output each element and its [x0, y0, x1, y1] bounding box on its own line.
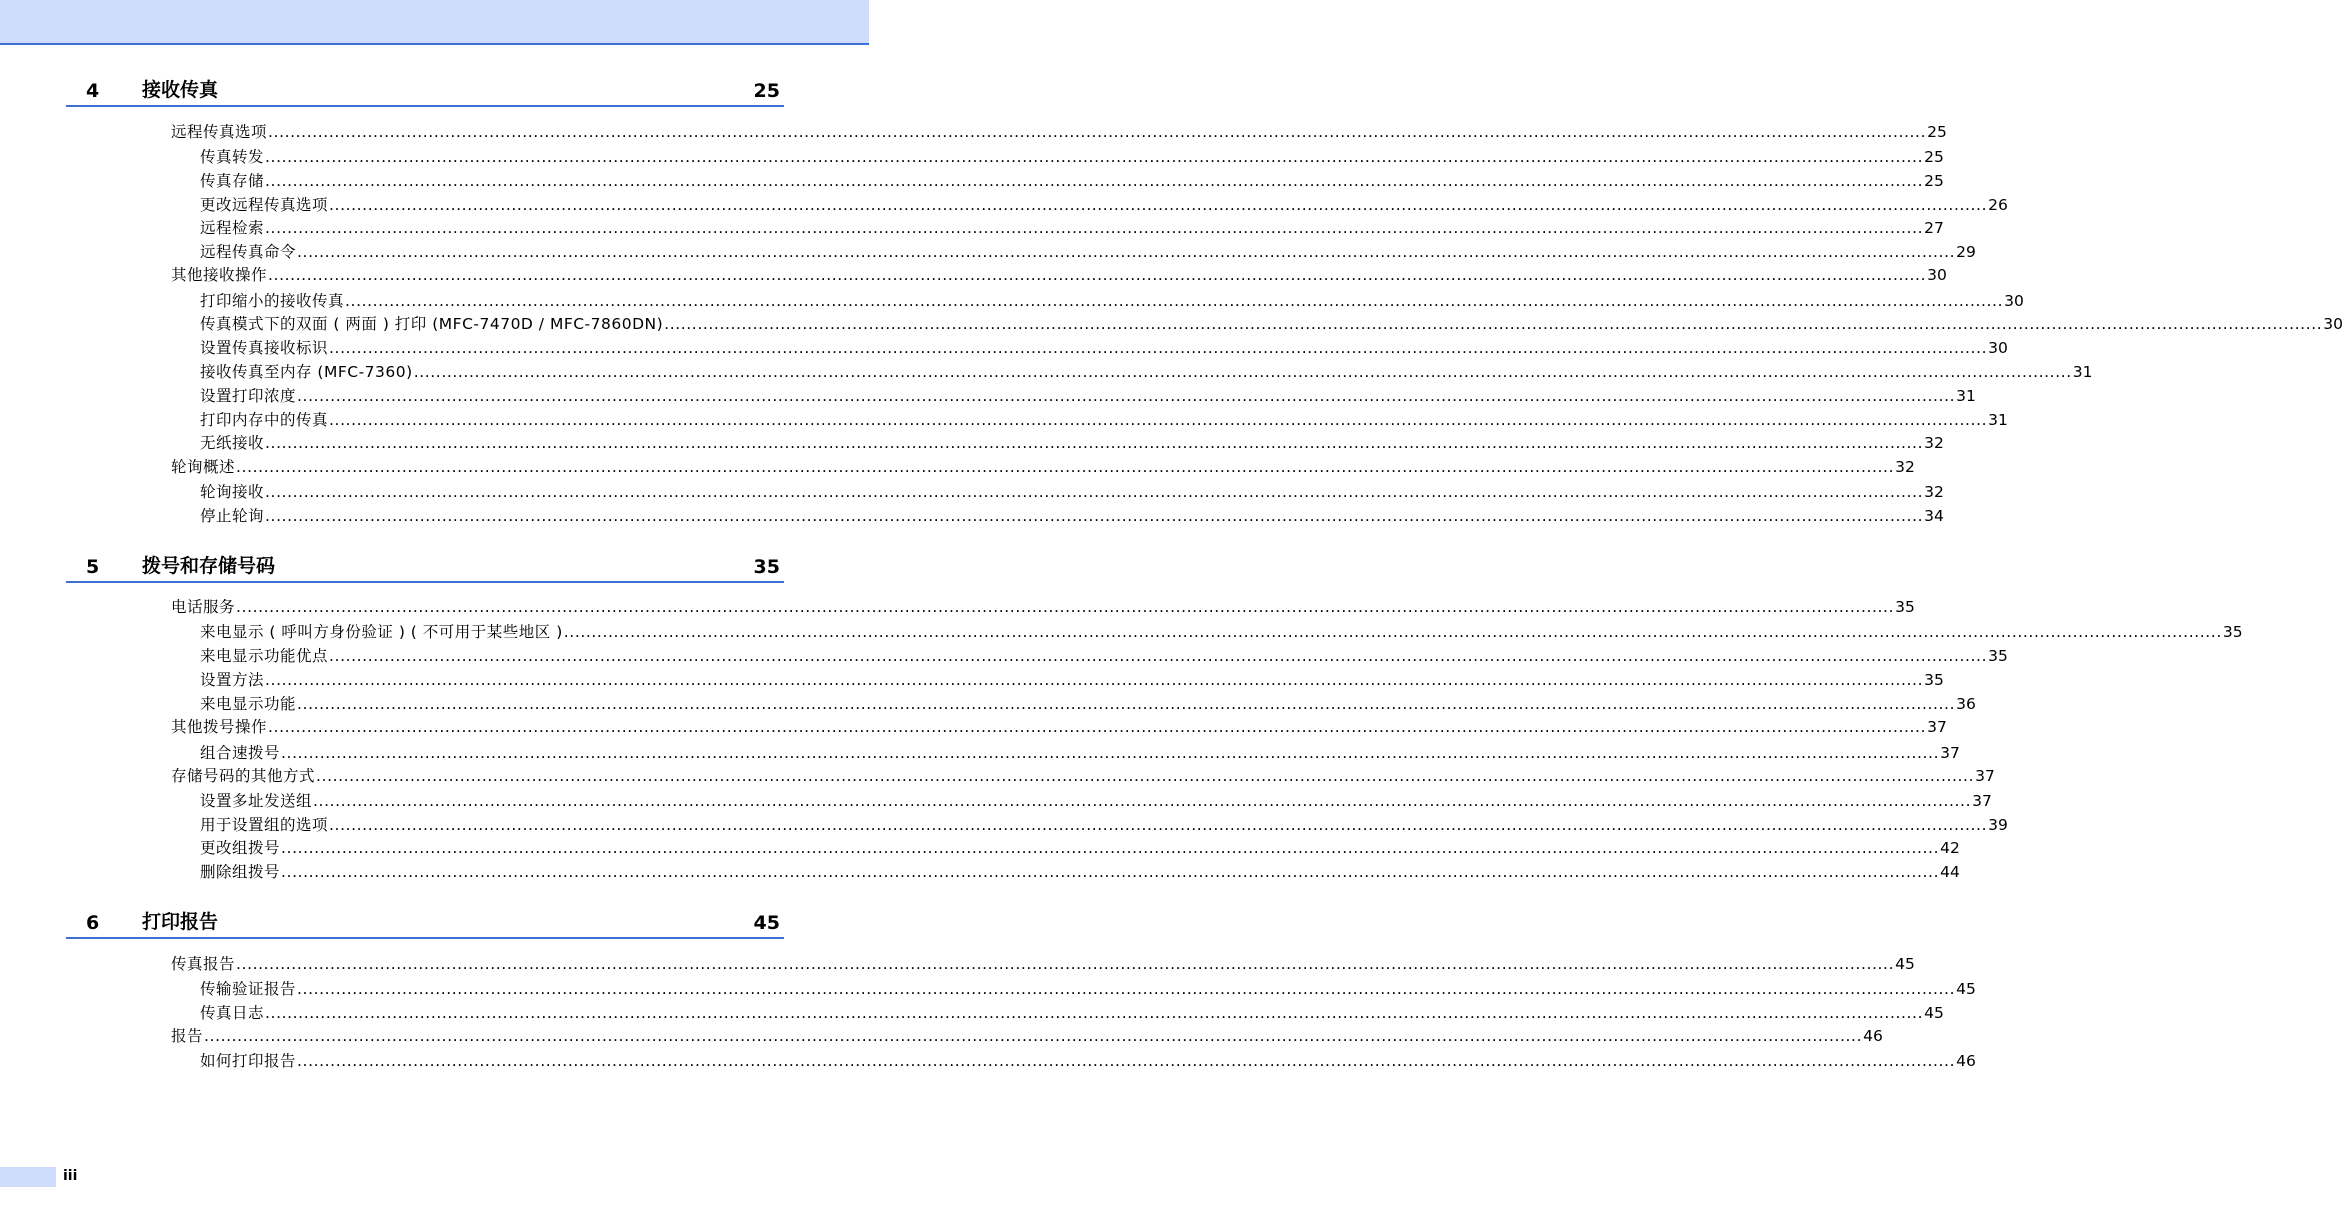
toc-entry[interactable] [200, 408, 2008, 430]
toc-entry[interactable] [200, 620, 2243, 642]
toc-entry-text: 传输验证报告 [200, 980, 297, 998]
toc-entry-page: 30 [2323, 315, 2343, 333]
chapter-page: 35 [753, 556, 780, 578]
toc-entry[interactable] [200, 145, 1944, 167]
toc-entry-text: 其他拨号操作 [171, 718, 268, 736]
toc-leader-dots: ............................................................................................................................................................................................................................................................................................................ [236, 458, 1895, 476]
toc-entry-text: 设置打印浓度 [200, 387, 297, 405]
toc-entry[interactable] [200, 240, 1976, 262]
toc-entry-text: 接收传真至内存 (MFC-7360) [200, 363, 413, 381]
toc-entry[interactable] [200, 312, 2343, 334]
toc-entry-text: 无纸接收 [200, 434, 265, 452]
toc-entry-page: 45 [1924, 1004, 1944, 1022]
toc-entry-page: 35 [1924, 671, 1944, 689]
toc-leader-dots: ............................................................................................................................................................................................................................................................................................................ [268, 718, 1927, 736]
toc-entry-text: 打印内存中的传真 [200, 411, 329, 429]
toc-leader-dots: ............................................................................................................................................................................................................................................................................................................ [316, 767, 1975, 785]
chapter-number: 4 [86, 80, 100, 102]
toc-entry[interactable] [200, 813, 2008, 835]
toc-entry-text: 传真存储 [200, 172, 265, 190]
toc-entry-page: 25 [1924, 172, 1944, 190]
toc-entry-text: 设置方法 [200, 671, 265, 689]
toc-entry-page: 37 [1927, 718, 1947, 736]
toc-entry-text: 其他接收操作 [171, 266, 268, 284]
toc-entry-text: 远程检索 [200, 219, 265, 237]
chapter-title: 拨号和存储号码 [142, 555, 276, 577]
toc-entry-page: 46 [1956, 1052, 1976, 1070]
toc-entry[interactable] [200, 1001, 1944, 1023]
toc-entry-page: 31 [2072, 363, 2093, 381]
toc-entry-page: 30 [1927, 266, 1947, 284]
toc-entry-text: 如何打印报告 [200, 1052, 297, 1070]
toc-entry-text: 设置传真接收标识 [200, 339, 329, 357]
toc-leader-dots: ............................................................................................................................................................................................................................................................................................................ [204, 1027, 1863, 1045]
toc-leader-dots: ............................................................................................................................................................................................................................................................................................................ [265, 219, 1924, 237]
toc-leader-dots: ............................................................................................................................................................................................................................................................................................................ [329, 196, 1988, 214]
toc-entry-page: 26 [1988, 196, 2008, 214]
toc-entry[interactable] [200, 289, 2024, 311]
toc-entry-page: 32 [1895, 458, 1915, 476]
toc-entry-text: 轮询接收 [200, 483, 265, 501]
toc-leader-dots: ............................................................................................................................................................................................................................................................................................................ [236, 598, 1895, 616]
toc-entry[interactable] [200, 668, 1944, 690]
toc-entry-text: 更改远程传真选项 [200, 196, 329, 214]
chapter-number: 6 [86, 912, 100, 934]
toc-leader-dots: ............................................................................................................................................................................................................................................................................................................ [329, 339, 1988, 357]
toc-entry[interactable] [200, 644, 2008, 666]
toc-entry-text: 停止轮询 [200, 507, 265, 525]
chapter-title: 打印报告 [142, 911, 219, 933]
toc-leader-dots: ............................................................................................................................................................................................................................................................................................................ [297, 243, 1956, 261]
toc-entry-page: 35 [2222, 623, 2243, 641]
chapter-page: 45 [753, 912, 780, 934]
toc-leader-dots: ............................................................................................................................................................................................................................................................................................................ [413, 363, 2072, 381]
toc-entry-page: 39 [1988, 816, 2008, 834]
toc-entry-text: 用于设置组的选项 [200, 816, 329, 834]
toc-entry-page: 44 [1940, 863, 1960, 881]
toc-leader-dots: ............................................................................................................................................................................................................................................................................................................ [297, 387, 1956, 405]
toc-entry[interactable] [171, 764, 1995, 786]
toc-entry-page: 29 [1956, 243, 1976, 261]
toc-entry-page: 42 [1940, 839, 1960, 857]
toc-leader-dots: ............................................................................................................................................................................................................................................................................................................ [236, 955, 1895, 973]
toc-leader-dots: ............................................................................................................................................................................................................................................................................................................ [281, 744, 1940, 762]
toc-entry-page: 30 [2004, 292, 2024, 310]
toc-entry[interactable] [200, 360, 2093, 382]
toc-entry[interactable] [171, 1024, 1883, 1046]
toc-entry-page: 30 [1988, 339, 2008, 357]
toc-entry-text: 来电显示 ( 呼叫方身份验证 ) ( 不可用于某些地区 ) [200, 623, 563, 641]
toc-entry[interactable] [200, 336, 2008, 358]
toc-leader-dots: ............................................................................................................................................................................................................................................................................................................ [297, 695, 1956, 713]
toc-entry[interactable] [171, 715, 1947, 737]
chapter-heading[interactable] [66, 77, 784, 107]
chapter-heading[interactable] [66, 553, 784, 583]
toc-entry-page: 32 [1924, 434, 1944, 452]
toc-leader-dots: ............................................................................................................................................................................................................................................................................................................ [329, 411, 1988, 429]
toc-entry-page: 31 [1956, 387, 1976, 405]
chapter-number: 5 [86, 556, 100, 578]
toc-leader-dots: ............................................................................................................................................................................................................................................................................................................ [345, 292, 2004, 310]
toc-entry-text: 电话服务 [171, 598, 236, 616]
toc-leader-dots: ............................................................................................................................................................................................................................................................................................................ [265, 507, 1924, 525]
toc-entry[interactable] [200, 741, 1960, 763]
toc-entry-text: 来电显示功能 [200, 695, 297, 713]
toc-leader-dots: ............................................................................................................................................................................................................................................................................................................ [297, 1052, 1956, 1070]
header-band [0, 0, 869, 45]
toc-entry[interactable] [200, 1049, 1976, 1071]
footer-page-number: iii [63, 1168, 78, 1184]
toc-entry[interactable] [171, 263, 1947, 285]
toc-entry[interactable] [171, 120, 1947, 142]
toc-leader-dots: ............................................................................................................................................................................................................................................................................................................ [329, 816, 1988, 834]
toc-entry-text: 打印缩小的接收传真 [200, 292, 345, 310]
toc-entry[interactable] [200, 384, 1976, 406]
toc-entry-text: 传真模式下的双面 ( 两面 ) 打印 (MFC-7470D / MFC-7860DN) [200, 315, 664, 333]
toc-leader-dots: ............................................................................................................................................................................................................................................................................................................ [281, 863, 1940, 881]
toc-entry[interactable] [200, 480, 1944, 502]
toc-entry-page: 34 [1924, 507, 1944, 525]
toc-entry[interactable] [200, 193, 2008, 215]
toc-entry-page: 37 [1975, 767, 1995, 785]
toc-entry[interactable] [200, 504, 1944, 526]
toc-entry-page: 37 [1972, 792, 1992, 810]
toc-entry[interactable] [200, 789, 1992, 811]
toc-entry-page: 37 [1940, 744, 1960, 762]
toc-entry-text: 传真转发 [200, 148, 265, 166]
chapter-heading[interactable] [66, 909, 784, 939]
toc-leader-dots: ............................................................................................................................................................................................................................................................................................................ [265, 671, 1924, 689]
toc-entry[interactable] [200, 216, 1944, 238]
toc-entry[interactable] [200, 860, 1960, 882]
toc-entry[interactable] [171, 952, 1915, 974]
toc-entry-text: 报告 [171, 1027, 204, 1045]
toc-entry-page: 31 [1988, 411, 2008, 429]
toc-leader-dots: ............................................................................................................................................................................................................................................................................................................ [265, 1004, 1924, 1022]
toc-leader-dots: ............................................................................................................................................................................................................................................................................................................ [268, 123, 1927, 141]
toc-entry-text: 传真日志 [200, 1004, 265, 1022]
toc-entry-page: 46 [1863, 1027, 1883, 1045]
toc-entry[interactable] [171, 595, 1915, 617]
toc-leader-dots: ............................................................................................................................................................................................................................................................................................................ [281, 839, 1940, 857]
toc-entry[interactable] [200, 836, 1960, 858]
toc-entry[interactable] [200, 169, 1944, 191]
toc-entry-text: 远程传真命令 [200, 243, 297, 261]
footer-band [0, 1167, 56, 1187]
toc-entry-text: 传真报告 [171, 955, 236, 973]
toc-entry-text: 存储号码的其他方式 [171, 767, 316, 785]
toc-entry-page: 25 [1924, 148, 1944, 166]
toc-leader-dots: ............................................................................................................................................................................................................................................................................................................ [268, 266, 1927, 284]
toc-leader-dots: ............................................................................................................................................................................................................................................................................................................ [265, 483, 1924, 501]
toc-entry-page: 32 [1924, 483, 1944, 501]
toc-entry-page: 35 [1988, 647, 2008, 665]
toc-leader-dots: ............................................................................................................................................................................................................................................................................................................ [313, 792, 1972, 810]
toc-entry-text: 组合速拨号 [200, 744, 281, 762]
toc-leader-dots: ............................................................................................................................................................................................................................................................................................................ [265, 172, 1924, 190]
toc-entry-text: 设置多址发送组 [200, 792, 313, 810]
chapter-title: 接收传真 [142, 79, 219, 101]
toc-entry-text: 更改组拨号 [200, 839, 281, 857]
toc-entry-page: 36 [1956, 695, 1976, 713]
toc-entry-page: 25 [1927, 123, 1947, 141]
chapter-page: 25 [753, 80, 780, 102]
toc-entry[interactable] [200, 431, 1944, 453]
toc-entry[interactable] [171, 455, 1915, 477]
toc-leader-dots: ............................................................................................................................................................................................................................................................................................................ [265, 148, 1924, 166]
toc-entry[interactable] [200, 977, 1976, 999]
toc-leader-dots: ............................................................................................................................................................................................................................................................................................................ [265, 434, 1924, 452]
toc-entry-text: 删除组拨号 [200, 863, 281, 881]
toc-leader-dots: ............................................................................................................................................................................................................................................................................................................ [664, 315, 2323, 333]
toc-entry-page: 45 [1895, 955, 1915, 973]
toc-entry-text: 远程传真选项 [171, 123, 268, 141]
toc-entry-page: 35 [1895, 598, 1915, 616]
toc-leader-dots: ............................................................................................................................................................................................................................................................................................................ [563, 623, 2222, 641]
toc-leader-dots: ............................................................................................................................................................................................................................................................................................................ [297, 980, 1956, 998]
toc-leader-dots: ............................................................................................................................................................................................................................................................................................................ [329, 647, 1988, 665]
toc-entry-text: 轮询概述 [171, 458, 236, 476]
toc-entry-page: 27 [1924, 219, 1944, 237]
toc-entry-text: 来电显示功能优点 [200, 647, 329, 665]
toc-entry[interactable] [200, 692, 1976, 714]
toc-entry-page: 45 [1956, 980, 1976, 998]
